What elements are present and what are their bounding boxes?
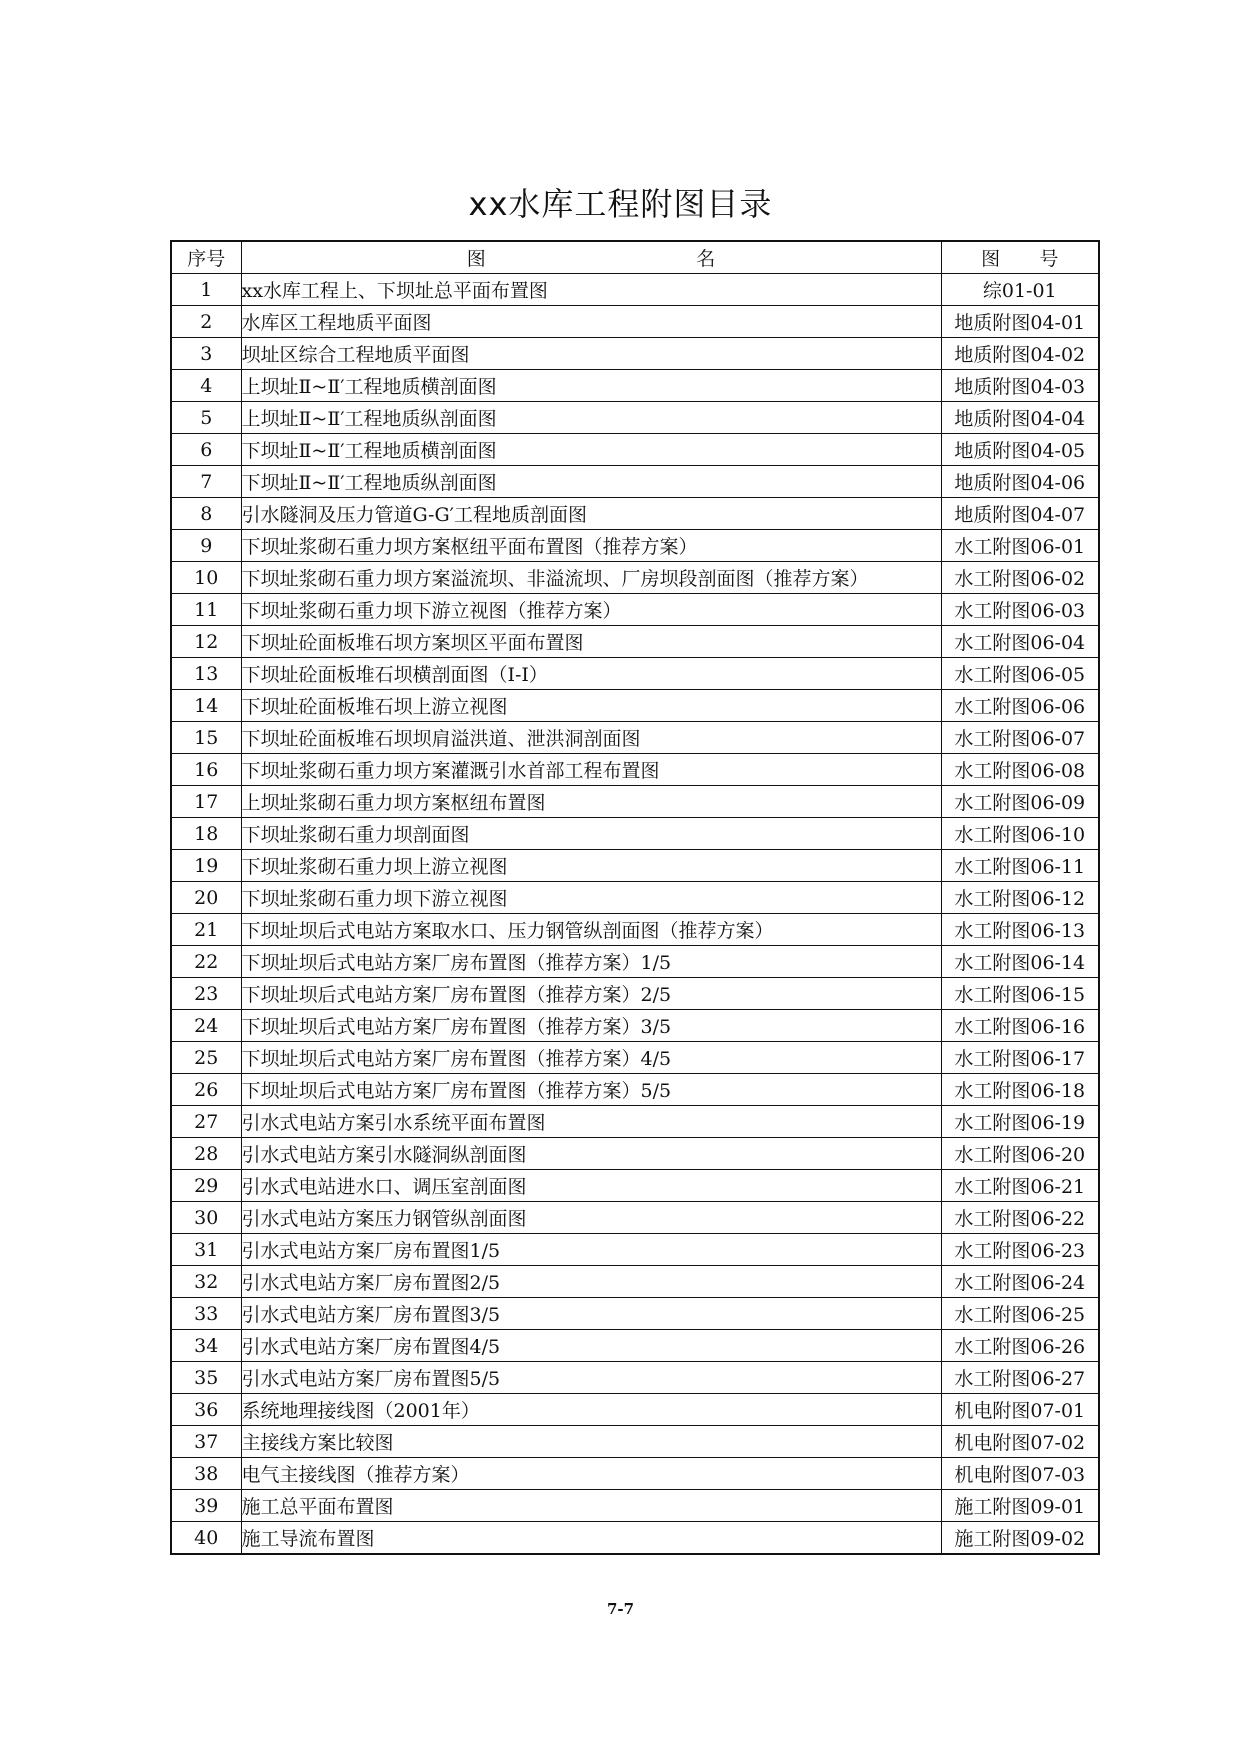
table-row xyxy=(171,1138,1099,1170)
table-row xyxy=(171,562,1099,594)
table-row xyxy=(171,1522,1099,1555)
table-row xyxy=(171,818,1099,850)
table-row xyxy=(171,1330,1099,1362)
table-row xyxy=(171,1074,1099,1106)
table-row xyxy=(171,946,1099,978)
row-number: 37 xyxy=(171,1426,241,1458)
row-number: 8 xyxy=(171,498,241,530)
table-row xyxy=(171,722,1099,754)
row-number: 19 xyxy=(171,850,241,882)
drawings-index-table xyxy=(170,240,1100,1555)
header-code-char2: 号 xyxy=(1039,248,1059,270)
drawing-code: 地质附图04-05 xyxy=(941,434,1099,466)
drawing-code: 综01-01 xyxy=(941,274,1099,306)
table-header xyxy=(171,241,1099,274)
row-number: 18 xyxy=(171,818,241,850)
row-number: 24 xyxy=(171,1010,241,1042)
table-row xyxy=(171,690,1099,722)
drawing-name: 下坝址浆砌石重力坝方案灌溉引水首部工程布置图 xyxy=(241,754,941,786)
drawing-name: 引水式电站方案引水系统平面布置图 xyxy=(241,1106,941,1138)
table-row xyxy=(171,1490,1099,1522)
table-row xyxy=(171,530,1099,562)
drawing-name: 下坝址坝后式电站方案厂房布置图（推荐方案）4/5 xyxy=(241,1042,941,1074)
drawing-name: 引水式电站方案厂房布置图3/5 xyxy=(241,1298,941,1330)
drawing-code: 水工附图06-15 xyxy=(941,978,1099,1010)
drawing-name: 下坝址坝后式电站方案取水口、压力钢管纵剖面图（推荐方案） xyxy=(241,914,941,946)
row-number: 15 xyxy=(171,722,241,754)
drawing-code: 水工附图06-02 xyxy=(941,562,1099,594)
table-row xyxy=(171,1106,1099,1138)
row-number: 32 xyxy=(171,1266,241,1298)
drawing-name: 下坝址浆砌石重力坝方案溢流坝、非溢流坝、厂房坝段剖面图（推荐方案） xyxy=(241,562,941,594)
table-row xyxy=(171,1458,1099,1490)
table-body xyxy=(171,274,1099,1555)
row-number: 40 xyxy=(171,1522,241,1555)
row-number: 12 xyxy=(171,626,241,658)
row-number: 9 xyxy=(171,530,241,562)
row-number: 39 xyxy=(171,1490,241,1522)
drawing-code: 水工附图06-25 xyxy=(941,1298,1099,1330)
table-row xyxy=(171,882,1099,914)
header-name-char2: 名 xyxy=(696,248,716,270)
drawing-name: 主接线方案比较图 xyxy=(241,1426,941,1458)
drawing-name: 引水式电站方案厂房布置图2/5 xyxy=(241,1266,941,1298)
row-number: 21 xyxy=(171,914,241,946)
table-row xyxy=(171,370,1099,402)
table-row xyxy=(171,786,1099,818)
drawing-code: 水工附图06-01 xyxy=(941,530,1099,562)
row-number: 22 xyxy=(171,946,241,978)
table-row xyxy=(171,498,1099,530)
drawing-name: 下坝址浆砌石重力坝剖面图 xyxy=(241,818,941,850)
table-row xyxy=(171,338,1099,370)
drawing-name: 下坝址坝后式电站方案厂房布置图（推荐方案）3/5 xyxy=(241,1010,941,1042)
drawing-code: 地质附图04-01 xyxy=(941,306,1099,338)
drawing-code: 水工附图06-05 xyxy=(941,658,1099,690)
table-row xyxy=(171,1426,1099,1458)
drawing-code: 机电附图07-01 xyxy=(941,1394,1099,1426)
document-title: xx水库工程附图目录 xyxy=(468,185,773,223)
header-row xyxy=(171,241,1099,274)
table-row xyxy=(171,466,1099,498)
drawing-code: 地质附图04-02 xyxy=(941,338,1099,370)
header-name-char1: 图 xyxy=(466,248,486,270)
drawing-name: 引水式电站进水口、调压室剖面图 xyxy=(241,1170,941,1202)
drawing-name: 坝址区综合工程地质平面图 xyxy=(241,338,941,370)
header-code xyxy=(941,241,1099,274)
table-row xyxy=(171,434,1099,466)
drawing-code: 机电附图07-03 xyxy=(941,1458,1099,1490)
drawing-name: 上坝址浆砌石重力坝方案枢纽布置图 xyxy=(241,786,941,818)
drawing-name: 上坝址Ⅱ~Ⅱ′工程地质横剖面图 xyxy=(241,370,941,402)
drawing-code: 水工附图06-18 xyxy=(941,1074,1099,1106)
drawing-code: 地质附图04-06 xyxy=(941,466,1099,498)
drawing-name: 系统地理接线图（2001年） xyxy=(241,1394,941,1426)
header-num: 序号 xyxy=(171,241,241,274)
table-row xyxy=(171,274,1099,306)
drawing-name: 下坝址浆砌石重力坝上游立视图 xyxy=(241,850,941,882)
row-number: 26 xyxy=(171,1074,241,1106)
table-row xyxy=(171,1010,1099,1042)
drawing-code: 水工附图06-03 xyxy=(941,594,1099,626)
table-row xyxy=(171,1042,1099,1074)
drawing-code: 水工附图06-24 xyxy=(941,1266,1099,1298)
header-name xyxy=(241,241,941,274)
drawing-code: 水工附图06-13 xyxy=(941,914,1099,946)
drawing-code: 水工附图06-19 xyxy=(941,1106,1099,1138)
row-number: 11 xyxy=(171,594,241,626)
drawing-name: 施工导流布置图 xyxy=(241,1522,941,1555)
drawing-name: 下坝址浆砌石重力坝下游立视图（推荐方案） xyxy=(241,594,941,626)
drawing-code: 地质附图04-04 xyxy=(941,402,1099,434)
table-row xyxy=(171,1266,1099,1298)
drawing-code: 水工附图06-20 xyxy=(941,1138,1099,1170)
drawing-name: xx水库工程上、下坝址总平面布置图 xyxy=(241,274,941,306)
table-row xyxy=(171,1202,1099,1234)
drawing-name: 引水式电站方案压力钢管纵剖面图 xyxy=(241,1202,941,1234)
drawing-code: 水工附图06-11 xyxy=(941,850,1099,882)
row-number: 35 xyxy=(171,1362,241,1394)
table-row xyxy=(171,1234,1099,1266)
drawing-code: 水工附图06-26 xyxy=(941,1330,1099,1362)
drawing-name: 下坝址坝后式电站方案厂房布置图（推荐方案）5/5 xyxy=(241,1074,941,1106)
drawing-name: 引水式电站方案引水隧洞纵剖面图 xyxy=(241,1138,941,1170)
drawing-name: 施工总平面布置图 xyxy=(241,1490,941,1522)
table-row xyxy=(171,594,1099,626)
row-number: 27 xyxy=(171,1106,241,1138)
row-number: 2 xyxy=(171,306,241,338)
drawing-code: 水工附图06-22 xyxy=(941,1202,1099,1234)
row-number: 36 xyxy=(171,1394,241,1426)
drawing-code: 水工附图06-07 xyxy=(941,722,1099,754)
drawing-name: 上坝址Ⅱ~Ⅱ′工程地质纵剖面图 xyxy=(241,402,941,434)
row-number: 3 xyxy=(171,338,241,370)
drawing-name: 电气主接线图（推荐方案） xyxy=(241,1458,941,1490)
drawing-code: 水工附图06-04 xyxy=(941,626,1099,658)
drawing-code: 水工附图06-21 xyxy=(941,1170,1099,1202)
row-number: 13 xyxy=(171,658,241,690)
table-row xyxy=(171,402,1099,434)
row-number: 1 xyxy=(171,274,241,306)
row-number: 10 xyxy=(171,562,241,594)
drawing-name: 水库区工程地质平面图 xyxy=(241,306,941,338)
row-number: 6 xyxy=(171,434,241,466)
drawing-name: 下坝址浆砌石重力坝方案枢纽平面布置图（推荐方案） xyxy=(241,530,941,562)
drawing-name: 下坝址砼面板堆石坝横剖面图（Ⅰ-Ⅰ） xyxy=(241,658,941,690)
table-row xyxy=(171,1362,1099,1394)
row-number: 28 xyxy=(171,1138,241,1170)
row-number: 23 xyxy=(171,978,241,1010)
table-row xyxy=(171,626,1099,658)
drawing-code: 施工附图09-02 xyxy=(941,1522,1099,1555)
drawing-code: 机电附图07-02 xyxy=(941,1426,1099,1458)
drawing-code: 水工附图06-14 xyxy=(941,946,1099,978)
drawing-code: 水工附图06-10 xyxy=(941,818,1099,850)
header-code-char1: 图 xyxy=(981,248,1001,270)
drawing-name: 下坝址坝后式电站方案厂房布置图（推荐方案）2/5 xyxy=(241,978,941,1010)
table-row xyxy=(171,1394,1099,1426)
drawing-code: 水工附图06-08 xyxy=(941,754,1099,786)
drawing-name: 下坝址砼面板堆石坝方案坝区平面布置图 xyxy=(241,626,941,658)
row-number: 31 xyxy=(171,1234,241,1266)
table-row xyxy=(171,306,1099,338)
drawing-name: 引水式电站方案厂房布置图4/5 xyxy=(241,1330,941,1362)
row-number: 7 xyxy=(171,466,241,498)
row-number: 14 xyxy=(171,690,241,722)
table-row xyxy=(171,914,1099,946)
row-number: 33 xyxy=(171,1298,241,1330)
table-row xyxy=(171,1170,1099,1202)
page-number: 7-7 xyxy=(606,1600,635,1618)
row-number: 34 xyxy=(171,1330,241,1362)
drawing-name: 下坝址Ⅱ~Ⅱ′工程地质横剖面图 xyxy=(241,434,941,466)
drawing-name: 下坝址浆砌石重力坝下游立视图 xyxy=(241,882,941,914)
row-number: 4 xyxy=(171,370,241,402)
drawing-code: 水工附图06-06 xyxy=(941,690,1099,722)
drawing-code: 水工附图06-09 xyxy=(941,786,1099,818)
drawing-code: 施工附图09-01 xyxy=(941,1490,1099,1522)
drawing-name: 下坝址坝后式电站方案厂房布置图（推荐方案）1/5 xyxy=(241,946,941,978)
drawing-code: 地质附图04-07 xyxy=(941,498,1099,530)
table-row xyxy=(171,850,1099,882)
drawing-code: 水工附图06-16 xyxy=(941,1010,1099,1042)
row-number: 29 xyxy=(171,1170,241,1202)
drawing-code: 水工附图06-27 xyxy=(941,1362,1099,1394)
drawing-code: 水工附图06-17 xyxy=(941,1042,1099,1074)
table-row xyxy=(171,978,1099,1010)
drawing-name: 下坝址Ⅱ~Ⅱ′工程地质纵剖面图 xyxy=(241,466,941,498)
row-number: 16 xyxy=(171,754,241,786)
drawing-name: 下坝址砼面板堆石坝坝肩溢洪道、泄洪洞剖面图 xyxy=(241,722,941,754)
table-row xyxy=(171,1298,1099,1330)
drawing-code: 水工附图06-23 xyxy=(941,1234,1099,1266)
row-number: 17 xyxy=(171,786,241,818)
drawing-code: 地质附图04-03 xyxy=(941,370,1099,402)
drawing-name: 引水隧洞及压力管道G-G′工程地质剖面图 xyxy=(241,498,941,530)
row-number: 20 xyxy=(171,882,241,914)
row-number: 5 xyxy=(171,402,241,434)
row-number: 30 xyxy=(171,1202,241,1234)
table-row xyxy=(171,658,1099,690)
drawing-code: 水工附图06-12 xyxy=(941,882,1099,914)
row-number: 38 xyxy=(171,1458,241,1490)
table-row xyxy=(171,754,1099,786)
row-number: 25 xyxy=(171,1042,241,1074)
drawing-name: 下坝址砼面板堆石坝上游立视图 xyxy=(241,690,941,722)
drawing-name: 引水式电站方案厂房布置图5/5 xyxy=(241,1362,941,1394)
drawing-name: 引水式电站方案厂房布置图1/5 xyxy=(241,1234,941,1266)
